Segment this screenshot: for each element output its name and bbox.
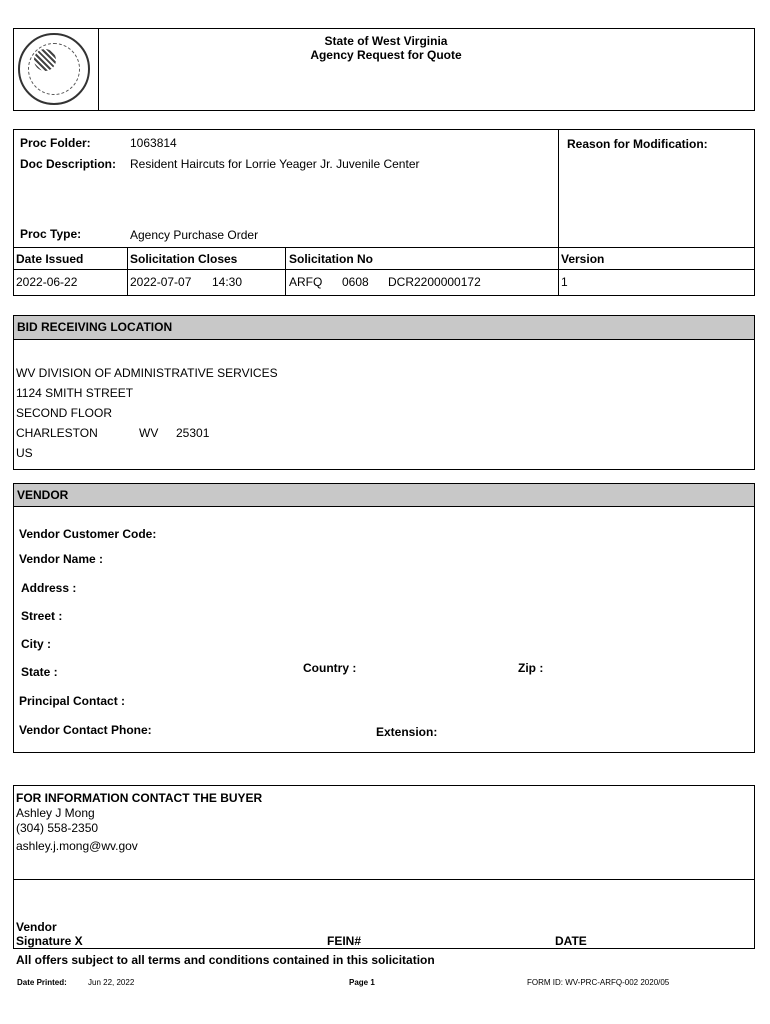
proc-info-box	[13, 129, 755, 296]
terms-notice: All offers subject to all terms and conditions contained in this solicitation	[16, 953, 435, 967]
state-seal-icon	[18, 33, 90, 105]
solicitation-prefix: ARFQ	[289, 275, 323, 289]
proc-folder-value: 1063814	[130, 136, 177, 150]
closes-date-value: 2022-07-07	[130, 275, 192, 289]
table-top-line-right	[558, 247, 755, 248]
vendor-zip-label[interactable]: Zip :	[518, 661, 544, 675]
vendor-name-label[interactable]: Vendor Name :	[19, 552, 104, 566]
vendor-customer-code-label[interactable]: Vendor Customer Code:	[19, 527, 157, 541]
vendor-state-label[interactable]: State :	[21, 665, 58, 679]
closes-time-value: 14:30	[212, 275, 243, 289]
solicitation-closes-header: Solicitation Closes	[130, 252, 238, 266]
signature-label[interactable]: Signature X	[16, 934, 83, 948]
principal-contact-label[interactable]: Principal Contact :	[19, 694, 126, 708]
date-printed-label: Date Printed:	[17, 978, 67, 987]
form-id: FORM ID: WV-PRC-ARFQ-002 2020/05	[527, 978, 670, 987]
table-mid-line	[13, 269, 755, 270]
date-printed-value: Jun 22, 2022	[88, 978, 135, 987]
buyer-phone: (304) 558-2350	[16, 821, 99, 835]
solicitation-dept: 0608	[342, 275, 369, 289]
seal-emblem	[34, 49, 56, 71]
date-issued-header: Date Issued	[16, 252, 84, 266]
solicitation-no-header: Solicitation No	[289, 252, 373, 266]
vendor-box	[13, 483, 755, 753]
doc-description-label: Doc Description:	[20, 157, 117, 171]
table-col2	[285, 247, 286, 296]
proc-type-label: Proc Type:	[20, 227, 82, 241]
date-label[interactable]: DATE	[555, 934, 587, 948]
fein-label[interactable]: FEIN#	[327, 934, 362, 948]
solicitation-number: DCR2200000172	[388, 275, 481, 289]
vendor-street-label[interactable]: Street :	[21, 609, 63, 623]
proc-type-value: Agency Purchase Order	[130, 228, 259, 242]
bid-location-heading: BID RECEIVING LOCATION	[14, 316, 754, 340]
version-header: Version	[561, 252, 605, 266]
reason-divider	[558, 129, 559, 296]
bid-zip: 25301	[176, 426, 210, 440]
buyer-box	[13, 785, 755, 949]
vendor-heading: VENDOR	[14, 484, 754, 507]
doc-description-value: Resident Haircuts for Lorrie Yeager Jr. Juvenile Center	[130, 157, 420, 171]
page-subtitle: Agency Request for Quote	[310, 48, 462, 62]
table-col1	[127, 247, 128, 296]
page-title: State of West Virginia	[324, 34, 448, 48]
proc-folder-label: Proc Folder:	[20, 136, 91, 150]
bid-address-line1: WV DIVISION OF ADMINISTRATIVE SERVICES	[16, 366, 278, 380]
vendor-country-label[interactable]: Country :	[303, 661, 357, 675]
signature-vendor-label: Vendor	[16, 920, 57, 934]
date-issued-value: 2022-06-22	[16, 275, 78, 289]
bid-address-line3: SECOND FLOOR	[16, 406, 113, 420]
bid-state: WV	[139, 426, 159, 440]
reason-label: Reason for Modification:	[567, 137, 708, 151]
buyer-heading: FOR INFORMATION CONTACT THE BUYER	[16, 791, 263, 805]
version-value: 1	[561, 275, 568, 289]
buyer-email[interactable]: ashley.j.mong@wv.gov	[16, 839, 138, 853]
vendor-city-label[interactable]: City :	[21, 637, 51, 651]
bid-address-line2: 1124 SMITH STREET	[16, 386, 134, 400]
vendor-address-label[interactable]: Address :	[21, 581, 77, 595]
bid-city: CHARLESTON	[16, 426, 98, 440]
seal-ring	[28, 43, 80, 95]
bid-country: US	[16, 446, 33, 460]
buyer-name: Ashley J Mong	[16, 806, 95, 820]
buyer-divider	[13, 879, 755, 880]
vendor-phone-label[interactable]: Vendor Contact Phone:	[19, 723, 152, 737]
vendor-extension-label[interactable]: Extension:	[376, 725, 438, 739]
page-number: Page 1	[349, 978, 375, 987]
